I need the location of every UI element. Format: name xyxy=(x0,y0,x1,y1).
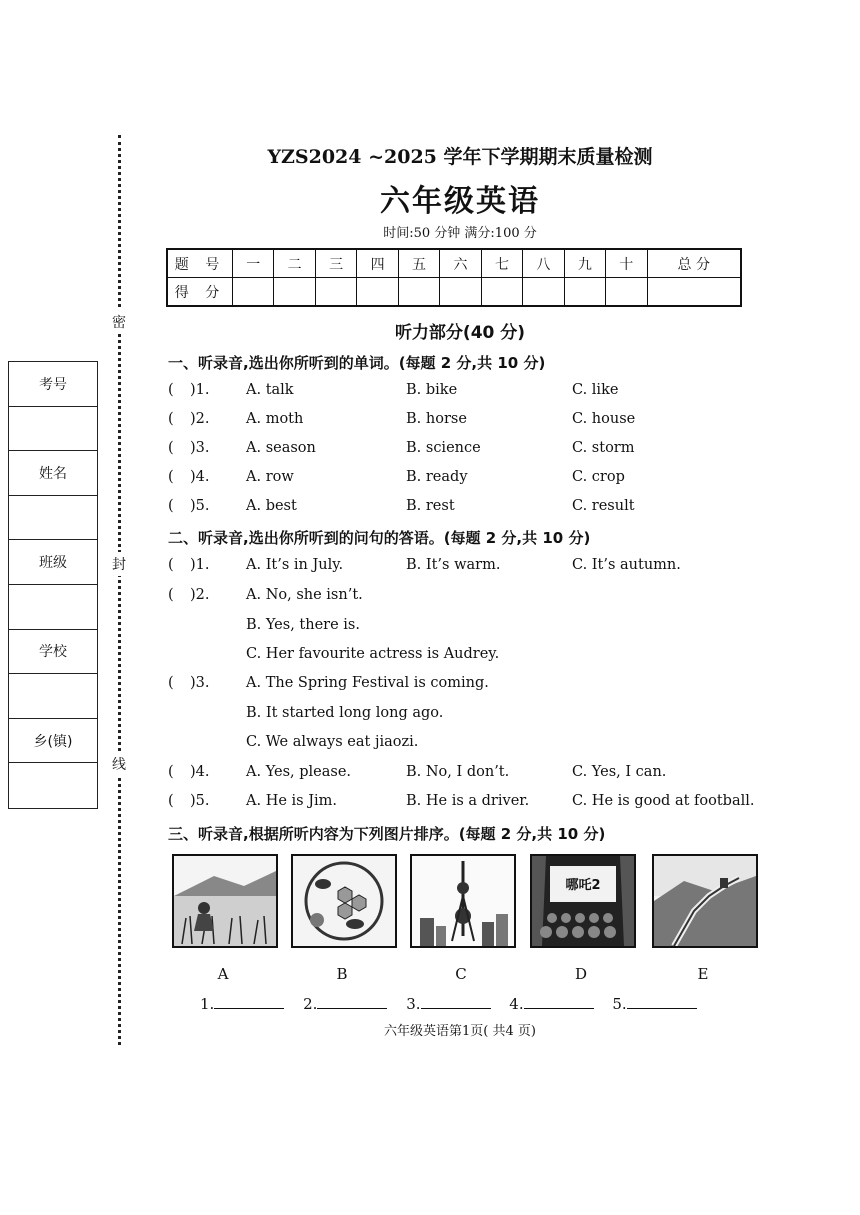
option-c: C. Yes, I can. xyxy=(572,764,667,780)
score-header-row xyxy=(167,249,741,278)
item-number: )3. xyxy=(190,675,210,691)
subject-title: 六年级英语 xyxy=(380,184,540,219)
q3-heading: 三、听录音,根据所听内容为下列图片排序。(每题 2 分,共 10 分) xyxy=(168,825,606,843)
picture-label-d: D xyxy=(574,965,588,983)
binding-char-xian: 线 xyxy=(112,752,126,776)
answer-paren[interactable]: ( xyxy=(168,587,174,603)
option-a: A. It’s in July. xyxy=(246,557,344,573)
answer-paren[interactable]: ( xyxy=(168,440,174,456)
score-col-4: 四 xyxy=(357,249,398,278)
picture-cinema xyxy=(530,854,636,948)
option-c: C. like xyxy=(572,382,619,398)
option-c: C. He is good at football. xyxy=(572,793,755,809)
option-b: B. He is a driver. xyxy=(406,793,530,809)
blank-number: 3. xyxy=(406,995,421,1013)
page-footer: 六年级英语第1页( 共4 页) xyxy=(384,1024,536,1039)
score-col-total: 总 分 xyxy=(647,249,741,278)
item-number: )4. xyxy=(190,764,210,780)
picture-label-e: E xyxy=(697,965,709,983)
blank-number: 5. xyxy=(612,995,627,1013)
item-number: )1. xyxy=(190,557,210,573)
option-a: A. best xyxy=(246,498,297,514)
field-school[interactable] xyxy=(9,674,97,719)
answer-blank[interactable] xyxy=(627,1008,697,1009)
listening-part-title: 听力部分(40 分) xyxy=(394,323,526,343)
picture-label-c: C xyxy=(455,965,467,983)
score-cell[interactable] xyxy=(398,278,439,307)
score-col-2: 二 xyxy=(274,249,315,278)
label-township: 乡(镇) xyxy=(9,719,97,764)
score-cell[interactable] xyxy=(315,278,356,307)
score-cell[interactable] xyxy=(440,278,481,307)
answer-paren[interactable]: ( xyxy=(168,675,174,691)
item-number: )2. xyxy=(190,587,210,603)
option-b: B. ready xyxy=(406,469,468,485)
option-a: A. talk xyxy=(246,382,294,398)
option-c: C. house xyxy=(572,411,636,427)
option-c: C. We always eat jiaozi. xyxy=(246,734,419,750)
label-school: 学校 xyxy=(9,630,97,675)
item-number: )1. xyxy=(190,382,210,398)
score-col-label: 题 号 xyxy=(167,249,233,278)
option-b: B. No, I don’t. xyxy=(406,764,510,780)
score-cell[interactable] xyxy=(233,278,274,307)
score-col-9: 九 xyxy=(564,249,605,278)
binding-char-mi: 密 xyxy=(112,310,126,334)
option-c: C. storm xyxy=(572,440,635,456)
field-name[interactable] xyxy=(9,496,97,541)
answer-paren[interactable]: ( xyxy=(168,469,174,485)
order-answer-blanks xyxy=(200,995,711,1013)
option-a: A. The Spring Festival is coming. xyxy=(246,675,489,691)
blank-number: 1. xyxy=(200,995,215,1013)
score-col-7: 七 xyxy=(481,249,522,278)
score-col-10: 十 xyxy=(606,249,647,278)
score-col-8: 八 xyxy=(523,249,564,278)
item-number: )5. xyxy=(190,793,210,809)
poster-text: 哪吒2 xyxy=(565,878,601,893)
time-info: 时间:50 分钟 满分:100 分 xyxy=(383,226,537,241)
option-a: A. moth xyxy=(246,411,304,427)
answer-blank[interactable] xyxy=(214,1008,284,1009)
score-cell[interactable] xyxy=(481,278,522,307)
item-number: )2. xyxy=(190,411,210,427)
option-b: B. bike xyxy=(406,382,458,398)
score-row-label: 得 分 xyxy=(167,278,233,307)
option-b: B. It’s warm. xyxy=(406,557,501,573)
score-cell[interactable] xyxy=(357,278,398,307)
picture-oriental-pearl-tower xyxy=(410,854,516,948)
option-c: C. crop xyxy=(572,469,625,485)
option-c: C. Her favourite actress is Audrey. xyxy=(246,646,500,662)
binding-dotted-line xyxy=(118,135,121,1045)
score-cell[interactable] xyxy=(274,278,315,307)
score-col-1: 一 xyxy=(233,249,274,278)
score-col-6: 六 xyxy=(440,249,481,278)
option-b: B. Yes, there is. xyxy=(246,617,360,633)
field-township[interactable] xyxy=(9,763,97,808)
option-b: B. It started long long ago. xyxy=(246,705,444,721)
picture-great-wall xyxy=(652,854,758,948)
option-a: A. No, she isn’t. xyxy=(246,587,363,603)
score-cell[interactable] xyxy=(606,278,647,307)
blank-number: 2. xyxy=(303,995,318,1013)
q1-heading: 一、听录音,选出你所听到的单词。(每题 2 分,共 10 分) xyxy=(168,354,546,372)
item-number: )4. xyxy=(190,469,210,485)
q2-heading: 二、听录音,选出你所听到的问句的答语。(每题 2 分,共 10 分) xyxy=(168,529,591,547)
option-a: A. season xyxy=(246,440,316,456)
answer-blank[interactable] xyxy=(421,1008,491,1009)
option-c: C. result xyxy=(572,498,635,514)
option-a: A. row xyxy=(246,469,294,485)
option-b: B. horse xyxy=(406,411,467,427)
label-name: 姓名 xyxy=(9,451,97,496)
score-value-row xyxy=(167,278,741,307)
picture-rice-field xyxy=(172,854,278,948)
field-class[interactable] xyxy=(9,585,97,630)
answer-paren[interactable]: ( xyxy=(168,498,174,514)
answer-paren[interactable]: ( xyxy=(168,411,174,427)
score-col-3: 三 xyxy=(315,249,356,278)
answer-paren[interactable]: ( xyxy=(168,382,174,398)
student-info-box xyxy=(8,361,98,809)
answer-paren[interactable]: ( xyxy=(168,793,174,809)
answer-blank[interactable] xyxy=(524,1008,594,1009)
picture-bees-honeycomb xyxy=(291,854,397,948)
label-class: 班级 xyxy=(9,540,97,585)
option-c: C. It’s autumn. xyxy=(572,557,681,573)
answer-paren[interactable]: ( xyxy=(168,764,174,780)
option-a: A. He is Jim. xyxy=(246,793,338,809)
score-table xyxy=(166,248,742,307)
picture-label-a: A xyxy=(217,965,229,983)
binding-char-feng: 封 xyxy=(112,552,126,576)
item-number: )3. xyxy=(190,440,210,456)
item-number: )5. xyxy=(190,498,210,514)
label-exam-number: 考号 xyxy=(9,362,97,407)
score-cell[interactable] xyxy=(523,278,564,307)
answer-paren[interactable]: ( xyxy=(168,557,174,573)
option-a: A. Yes, please. xyxy=(246,764,352,780)
score-cell[interactable] xyxy=(647,278,741,307)
blank-number: 4. xyxy=(509,995,524,1013)
option-b: B. science xyxy=(406,440,481,456)
picture-label-b: B xyxy=(336,965,348,983)
option-b: B. rest xyxy=(406,498,455,514)
score-col-5: 五 xyxy=(398,249,439,278)
field-exam-number[interactable] xyxy=(9,407,97,452)
score-cell[interactable] xyxy=(564,278,605,307)
answer-blank[interactable] xyxy=(317,1008,387,1009)
exam-title: YZS2024 ~2025 学年下学期期末质量检测 xyxy=(267,146,653,168)
